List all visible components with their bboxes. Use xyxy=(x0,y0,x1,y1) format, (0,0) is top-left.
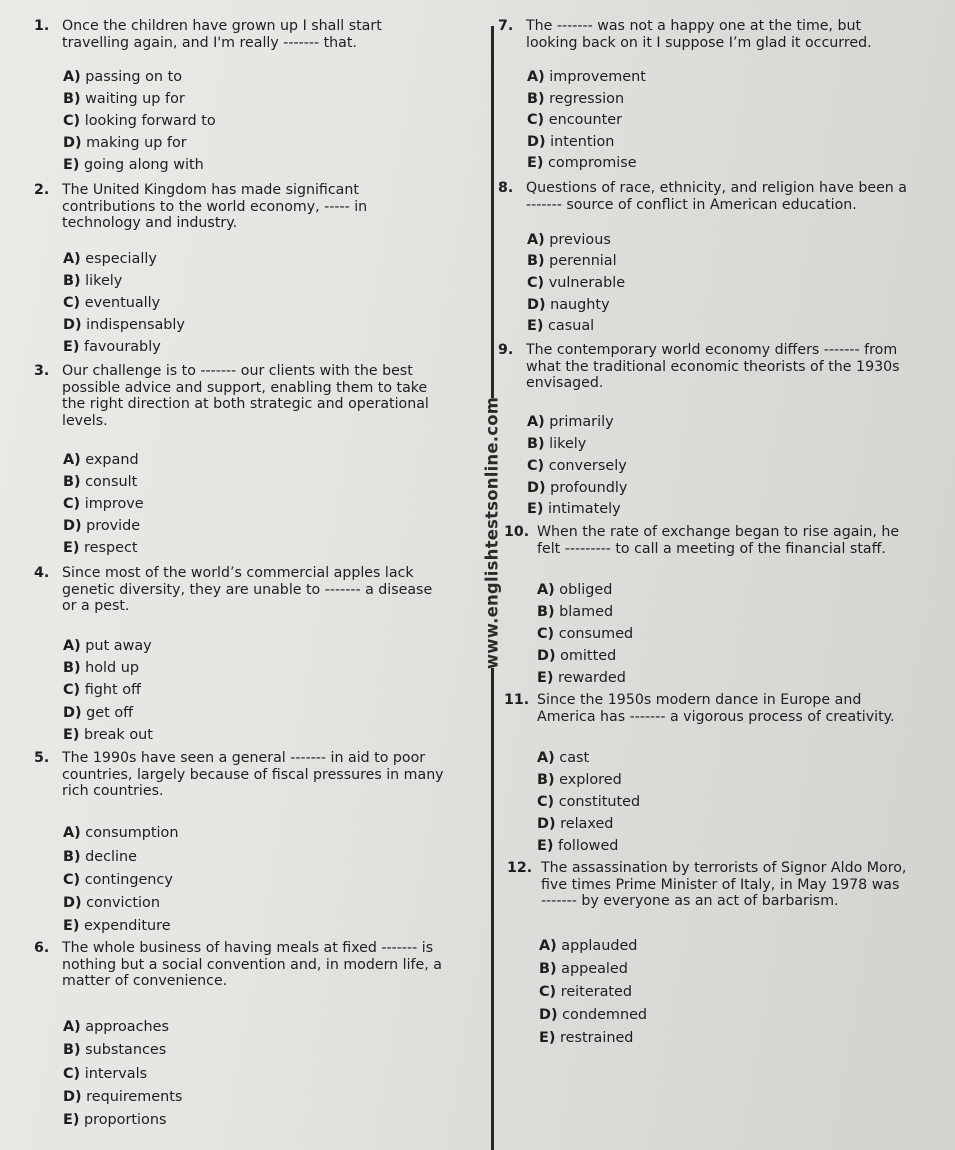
option-letter: E) xyxy=(527,318,544,334)
answer-option-a[interactable] xyxy=(527,414,614,430)
option-letter: C) xyxy=(63,1066,81,1082)
question-stem-line: ------- source of conflict in American education. xyxy=(526,196,857,213)
option-text: going along with xyxy=(84,157,204,173)
option-text: expand xyxy=(85,452,139,468)
question-number: 4. xyxy=(34,565,50,581)
question-10 xyxy=(504,524,899,557)
answer-option-c[interactable] xyxy=(63,113,216,129)
answer-option-c[interactable] xyxy=(537,626,633,642)
question-stem xyxy=(526,342,900,392)
option-text: break out xyxy=(84,727,153,743)
question-8 xyxy=(498,180,907,213)
answer-option-a[interactable] xyxy=(63,1019,169,1035)
question-stem-line: Questions of race, ethnicity, and religion have been a xyxy=(526,180,907,196)
answer-option-c[interactable] xyxy=(527,275,625,291)
question-stem xyxy=(62,565,432,615)
question-stem-line: The United Kingdom has made significant xyxy=(62,182,359,198)
question-5 xyxy=(34,750,444,800)
answer-option-e[interactable] xyxy=(63,727,153,743)
question-6 xyxy=(34,940,442,990)
option-letter: A) xyxy=(63,825,81,841)
option-text: fight off xyxy=(84,682,141,698)
question-stem-line: Since most of the world’s commercial apples lack xyxy=(62,565,414,581)
option-text: respect xyxy=(84,540,138,556)
question-stem-line: Once the children have grown up I shall start xyxy=(62,18,382,34)
answer-option-a[interactable] xyxy=(537,582,612,598)
question-stem-line: or a pest. xyxy=(62,598,130,614)
answer-option-c[interactable] xyxy=(63,682,141,698)
option-text: waiting up for xyxy=(85,91,185,107)
answer-option-d[interactable] xyxy=(527,480,627,496)
answer-option-b[interactable] xyxy=(527,253,617,269)
question-stem xyxy=(62,18,382,51)
answer-option-a[interactable] xyxy=(537,750,589,766)
answer-option-e[interactable] xyxy=(527,318,594,334)
answer-option-b[interactable] xyxy=(63,1042,166,1058)
option-text: likely xyxy=(549,436,587,452)
watermark-url: www.englishtestsonline.com xyxy=(482,396,502,670)
answer-option-b[interactable] xyxy=(527,436,586,452)
option-text: encounter xyxy=(548,112,623,128)
option-text: vulnerable xyxy=(548,275,626,291)
question-9 xyxy=(498,342,900,392)
option-text: proportions xyxy=(84,1112,167,1128)
answer-option-d[interactable] xyxy=(539,1007,647,1023)
question-stem-line: technology and industry. xyxy=(62,215,238,231)
question-stem xyxy=(526,180,907,213)
option-letter: A) xyxy=(527,414,545,430)
question-number: 9. xyxy=(498,342,514,358)
question-stem-line: possible advice and support, enabling them to take xyxy=(62,379,428,396)
answer-option-d[interactable] xyxy=(527,297,610,313)
option-letter: A) xyxy=(537,582,555,598)
option-letter: D) xyxy=(63,705,82,721)
option-letter: B) xyxy=(527,253,545,269)
answer-option-d[interactable] xyxy=(527,134,614,150)
question-stem-line: levels. xyxy=(62,412,108,429)
option-text: followed xyxy=(558,838,619,854)
question-number: 8. xyxy=(498,180,514,196)
question-number: 6. xyxy=(34,940,50,956)
option-letter: E) xyxy=(63,540,80,556)
question-stem xyxy=(62,750,444,800)
option-text: applauded xyxy=(561,938,638,954)
option-text: intention xyxy=(550,134,615,150)
option-letter: C) xyxy=(63,872,81,888)
option-letter: E) xyxy=(537,670,554,686)
answer-option-a[interactable] xyxy=(63,638,152,654)
option-letter: C) xyxy=(527,275,545,291)
question-stem xyxy=(537,524,899,557)
option-text: conviction xyxy=(86,895,160,911)
answer-option-e[interactable] xyxy=(537,838,618,854)
question-stem-line: The contemporary world economy differs ------- from xyxy=(526,342,898,358)
answer-option-e[interactable] xyxy=(539,1030,633,1046)
option-text: making up for xyxy=(86,135,187,151)
answer-option-e[interactable] xyxy=(63,540,138,556)
option-text: conversely xyxy=(548,458,627,474)
answer-option-a[interactable] xyxy=(539,938,637,954)
option-letter: B) xyxy=(63,91,81,107)
question-number: 11. xyxy=(504,692,530,708)
option-letter: E) xyxy=(63,727,80,743)
option-letter: A) xyxy=(527,69,545,85)
option-text: looking forward to xyxy=(84,113,216,129)
answer-option-b[interactable] xyxy=(537,604,613,620)
answer-option-c[interactable] xyxy=(63,496,144,512)
option-text: profoundly xyxy=(550,480,628,496)
answer-option-a[interactable] xyxy=(63,452,139,468)
answer-option-d[interactable] xyxy=(63,1089,182,1105)
answer-option-b[interactable] xyxy=(63,474,137,490)
option-text: rewarded xyxy=(558,670,626,686)
option-text: improve xyxy=(84,496,144,512)
option-letter: A) xyxy=(63,251,81,267)
option-letter: B) xyxy=(63,660,81,676)
option-text: improvement xyxy=(549,69,646,85)
question-number: 3. xyxy=(34,363,50,379)
option-letter: E) xyxy=(527,155,544,171)
option-letter: C) xyxy=(527,112,545,128)
option-text: previous xyxy=(549,232,611,248)
option-text: reiterated xyxy=(560,984,633,1000)
option-letter: B) xyxy=(537,772,555,788)
answer-option-b[interactable] xyxy=(63,273,122,289)
option-letter: C) xyxy=(537,626,555,642)
option-text: requirements xyxy=(86,1089,183,1105)
question-12 xyxy=(507,860,906,910)
answer-option-c[interactable] xyxy=(63,295,160,311)
option-letter: E) xyxy=(63,339,80,355)
option-letter: C) xyxy=(63,295,81,311)
answer-option-b[interactable] xyxy=(63,91,185,107)
option-letter: A) xyxy=(539,938,557,954)
question-stem-line: five times Prime Minister of Italy, in May 1978 was xyxy=(541,876,900,893)
question-stem-line: Our challenge is to ------- our clients with the best xyxy=(62,363,413,379)
answer-option-d[interactable] xyxy=(63,518,140,534)
question-number: 2. xyxy=(34,182,50,198)
option-letter: D) xyxy=(527,297,546,313)
option-text: appealed xyxy=(561,961,628,977)
option-letter: E) xyxy=(63,1112,80,1128)
answer-option-d[interactable] xyxy=(537,816,613,832)
option-letter: B) xyxy=(527,91,545,107)
option-letter: D) xyxy=(63,135,82,151)
answer-option-e[interactable] xyxy=(527,501,621,517)
option-text: consumed xyxy=(558,626,634,642)
option-text: decline xyxy=(85,849,137,865)
answer-option-d[interactable] xyxy=(63,135,187,151)
question-stem-line: the right direction at both strategic and operational xyxy=(62,396,429,412)
option-text: consumption xyxy=(85,825,179,841)
option-letter: C) xyxy=(537,794,555,810)
question-stem-line: The whole business of having meals at fixed ------- is xyxy=(62,940,434,956)
option-text: casual xyxy=(548,318,595,334)
option-text: eventually xyxy=(84,295,161,311)
option-letter: B) xyxy=(539,961,557,977)
question-stem-line: felt --------- to call a meeting of the financial staff. xyxy=(537,540,886,557)
option-text: explored xyxy=(559,772,622,788)
option-text: contingency xyxy=(84,872,173,888)
answer-option-a[interactable] xyxy=(63,825,178,841)
option-text: blamed xyxy=(559,604,614,620)
answer-option-e[interactable] xyxy=(63,339,161,355)
option-text: naughty xyxy=(550,297,610,313)
question-11 xyxy=(504,692,895,725)
answer-option-d[interactable] xyxy=(63,895,160,911)
option-text: compromise xyxy=(548,155,637,171)
option-text: substances xyxy=(85,1042,167,1058)
option-text: intervals xyxy=(84,1066,148,1082)
question-1 xyxy=(34,18,382,51)
option-text: condemned xyxy=(562,1007,648,1023)
answer-option-e[interactable] xyxy=(63,157,204,173)
option-letter: B) xyxy=(63,474,81,490)
option-letter: E) xyxy=(537,838,554,854)
answer-option-b[interactable] xyxy=(63,660,139,676)
option-text: provide xyxy=(86,518,141,534)
question-stem-line: Since the 1950s modern dance in Europe and xyxy=(537,692,862,708)
option-text: primarily xyxy=(549,414,614,430)
option-letter: A) xyxy=(63,1019,81,1035)
option-letter: D) xyxy=(63,895,82,911)
question-stem-line: countries, largely because of fiscal pressures in many xyxy=(62,766,444,783)
answer-option-a[interactable] xyxy=(63,69,182,85)
option-letter: D) xyxy=(539,1007,558,1023)
option-text: get off xyxy=(86,705,134,721)
option-letter: A) xyxy=(527,232,545,248)
option-text: favourably xyxy=(84,339,161,355)
question-stem-line: America has ------- a vigorous process of creativity. xyxy=(537,708,895,725)
question-stem-line: matter of convenience. xyxy=(62,973,228,989)
option-text: constituted xyxy=(558,794,641,810)
column-divider-bottom xyxy=(491,668,494,1150)
answer-option-e[interactable] xyxy=(63,1112,166,1128)
question-stem-line: ------- by everyone as an act of barbarism. xyxy=(541,893,839,909)
option-text: perennial xyxy=(549,253,617,269)
option-letter: E) xyxy=(527,501,544,517)
question-stem xyxy=(541,860,906,910)
option-letter: C) xyxy=(527,458,545,474)
question-2 xyxy=(34,182,367,232)
option-letter: D) xyxy=(537,648,556,664)
option-letter: E) xyxy=(539,1030,556,1046)
option-letter: D) xyxy=(527,134,546,150)
option-letter: B) xyxy=(537,604,555,620)
answer-option-b[interactable] xyxy=(63,849,137,865)
answer-option-c[interactable] xyxy=(63,1066,147,1082)
question-4 xyxy=(34,565,432,615)
question-stem xyxy=(526,18,872,51)
question-stem xyxy=(62,940,442,990)
answer-option-e[interactable] xyxy=(63,918,171,934)
question-stem-line: genetic diversity, they are unable to ------- a disease xyxy=(62,581,433,598)
answer-option-a[interactable] xyxy=(527,69,646,85)
answer-option-d[interactable] xyxy=(63,705,133,721)
question-stem xyxy=(62,363,429,429)
question-stem-line: The 1990s have seen a general ------- in aid to poor xyxy=(62,750,426,766)
option-text: omitted xyxy=(560,648,617,664)
question-stem-line: contributions to the world economy, ----- in xyxy=(62,198,368,215)
question-number: 7. xyxy=(498,18,514,34)
answer-option-c[interactable] xyxy=(537,794,640,810)
option-letter: A) xyxy=(537,750,555,766)
question-stem xyxy=(537,692,895,725)
question-stem-line: The ------- was not a happy one at the time, but xyxy=(526,18,862,34)
option-text: expenditure xyxy=(84,918,171,934)
question-number: 5. xyxy=(34,750,50,766)
answer-option-e[interactable] xyxy=(527,155,637,171)
answer-option-a[interactable] xyxy=(63,251,157,267)
option-text: relaxed xyxy=(560,816,614,832)
question-number: 1. xyxy=(34,18,50,34)
option-letter: A) xyxy=(63,638,81,654)
question-stem-line: envisaged. xyxy=(526,375,604,391)
question-number: 12. xyxy=(507,860,533,876)
answer-option-a[interactable] xyxy=(527,232,611,248)
question-3 xyxy=(34,363,429,429)
option-text: cast xyxy=(559,750,590,766)
answer-option-c[interactable] xyxy=(63,872,173,888)
question-stem-line: travelling again, and I'm really ------- that. xyxy=(62,34,357,51)
option-letter: D) xyxy=(63,518,82,534)
option-text: passing on to xyxy=(85,69,183,85)
option-letter: B) xyxy=(527,436,545,452)
option-letter: D) xyxy=(527,480,546,496)
question-7 xyxy=(498,18,872,51)
option-letter: E) xyxy=(63,157,80,173)
question-stem-line: rich countries. xyxy=(62,783,164,799)
option-text: consult xyxy=(85,474,138,490)
answer-option-b[interactable] xyxy=(539,961,628,977)
answer-option-e[interactable] xyxy=(537,670,626,686)
option-letter: B) xyxy=(63,849,81,865)
option-letter: C) xyxy=(539,984,557,1000)
option-letter: C) xyxy=(63,496,81,512)
option-text: obliged xyxy=(559,582,613,598)
option-letter: C) xyxy=(63,682,81,698)
option-text: approaches xyxy=(85,1019,169,1035)
option-letter: E) xyxy=(63,918,80,934)
option-letter: C) xyxy=(63,113,81,129)
answer-option-b[interactable] xyxy=(537,772,622,788)
question-number: 10. xyxy=(504,524,530,540)
question-stem-line: The assassination by terrorists of Signor Aldo Moro, xyxy=(541,860,907,876)
question-stem-line: When the rate of exchange began to rise again, he xyxy=(537,524,900,540)
answer-option-d[interactable] xyxy=(537,648,616,664)
answer-option-b[interactable] xyxy=(527,91,624,107)
option-letter: D) xyxy=(537,816,556,832)
option-letter: D) xyxy=(63,317,82,333)
answer-option-c[interactable] xyxy=(527,112,622,128)
option-text: restrained xyxy=(560,1030,634,1046)
question-stem-line: what the traditional economic theorists of the 1930s xyxy=(526,358,900,375)
column-divider-top xyxy=(491,26,494,398)
option-letter: D) xyxy=(63,1089,82,1105)
option-letter: A) xyxy=(63,69,81,85)
option-text: especially xyxy=(85,251,157,267)
answer-option-c[interactable] xyxy=(539,984,632,1000)
option-text: hold up xyxy=(85,660,140,676)
question-stem-line: looking back on it I suppose I’m glad it occurred. xyxy=(526,34,872,51)
option-text: put away xyxy=(85,638,152,654)
option-text: regression xyxy=(549,91,625,107)
option-letter: A) xyxy=(63,452,81,468)
option-text: likely xyxy=(85,273,123,289)
answer-option-d[interactable] xyxy=(63,317,185,333)
option-text: intimately xyxy=(548,501,621,517)
option-letter: B) xyxy=(63,273,81,289)
answer-option-c[interactable] xyxy=(527,458,627,474)
question-stem-line: nothing but a social convention and, in modern life, a xyxy=(62,956,442,973)
option-letter: B) xyxy=(63,1042,81,1058)
option-text: indispensably xyxy=(86,317,185,333)
question-stem xyxy=(62,182,367,232)
